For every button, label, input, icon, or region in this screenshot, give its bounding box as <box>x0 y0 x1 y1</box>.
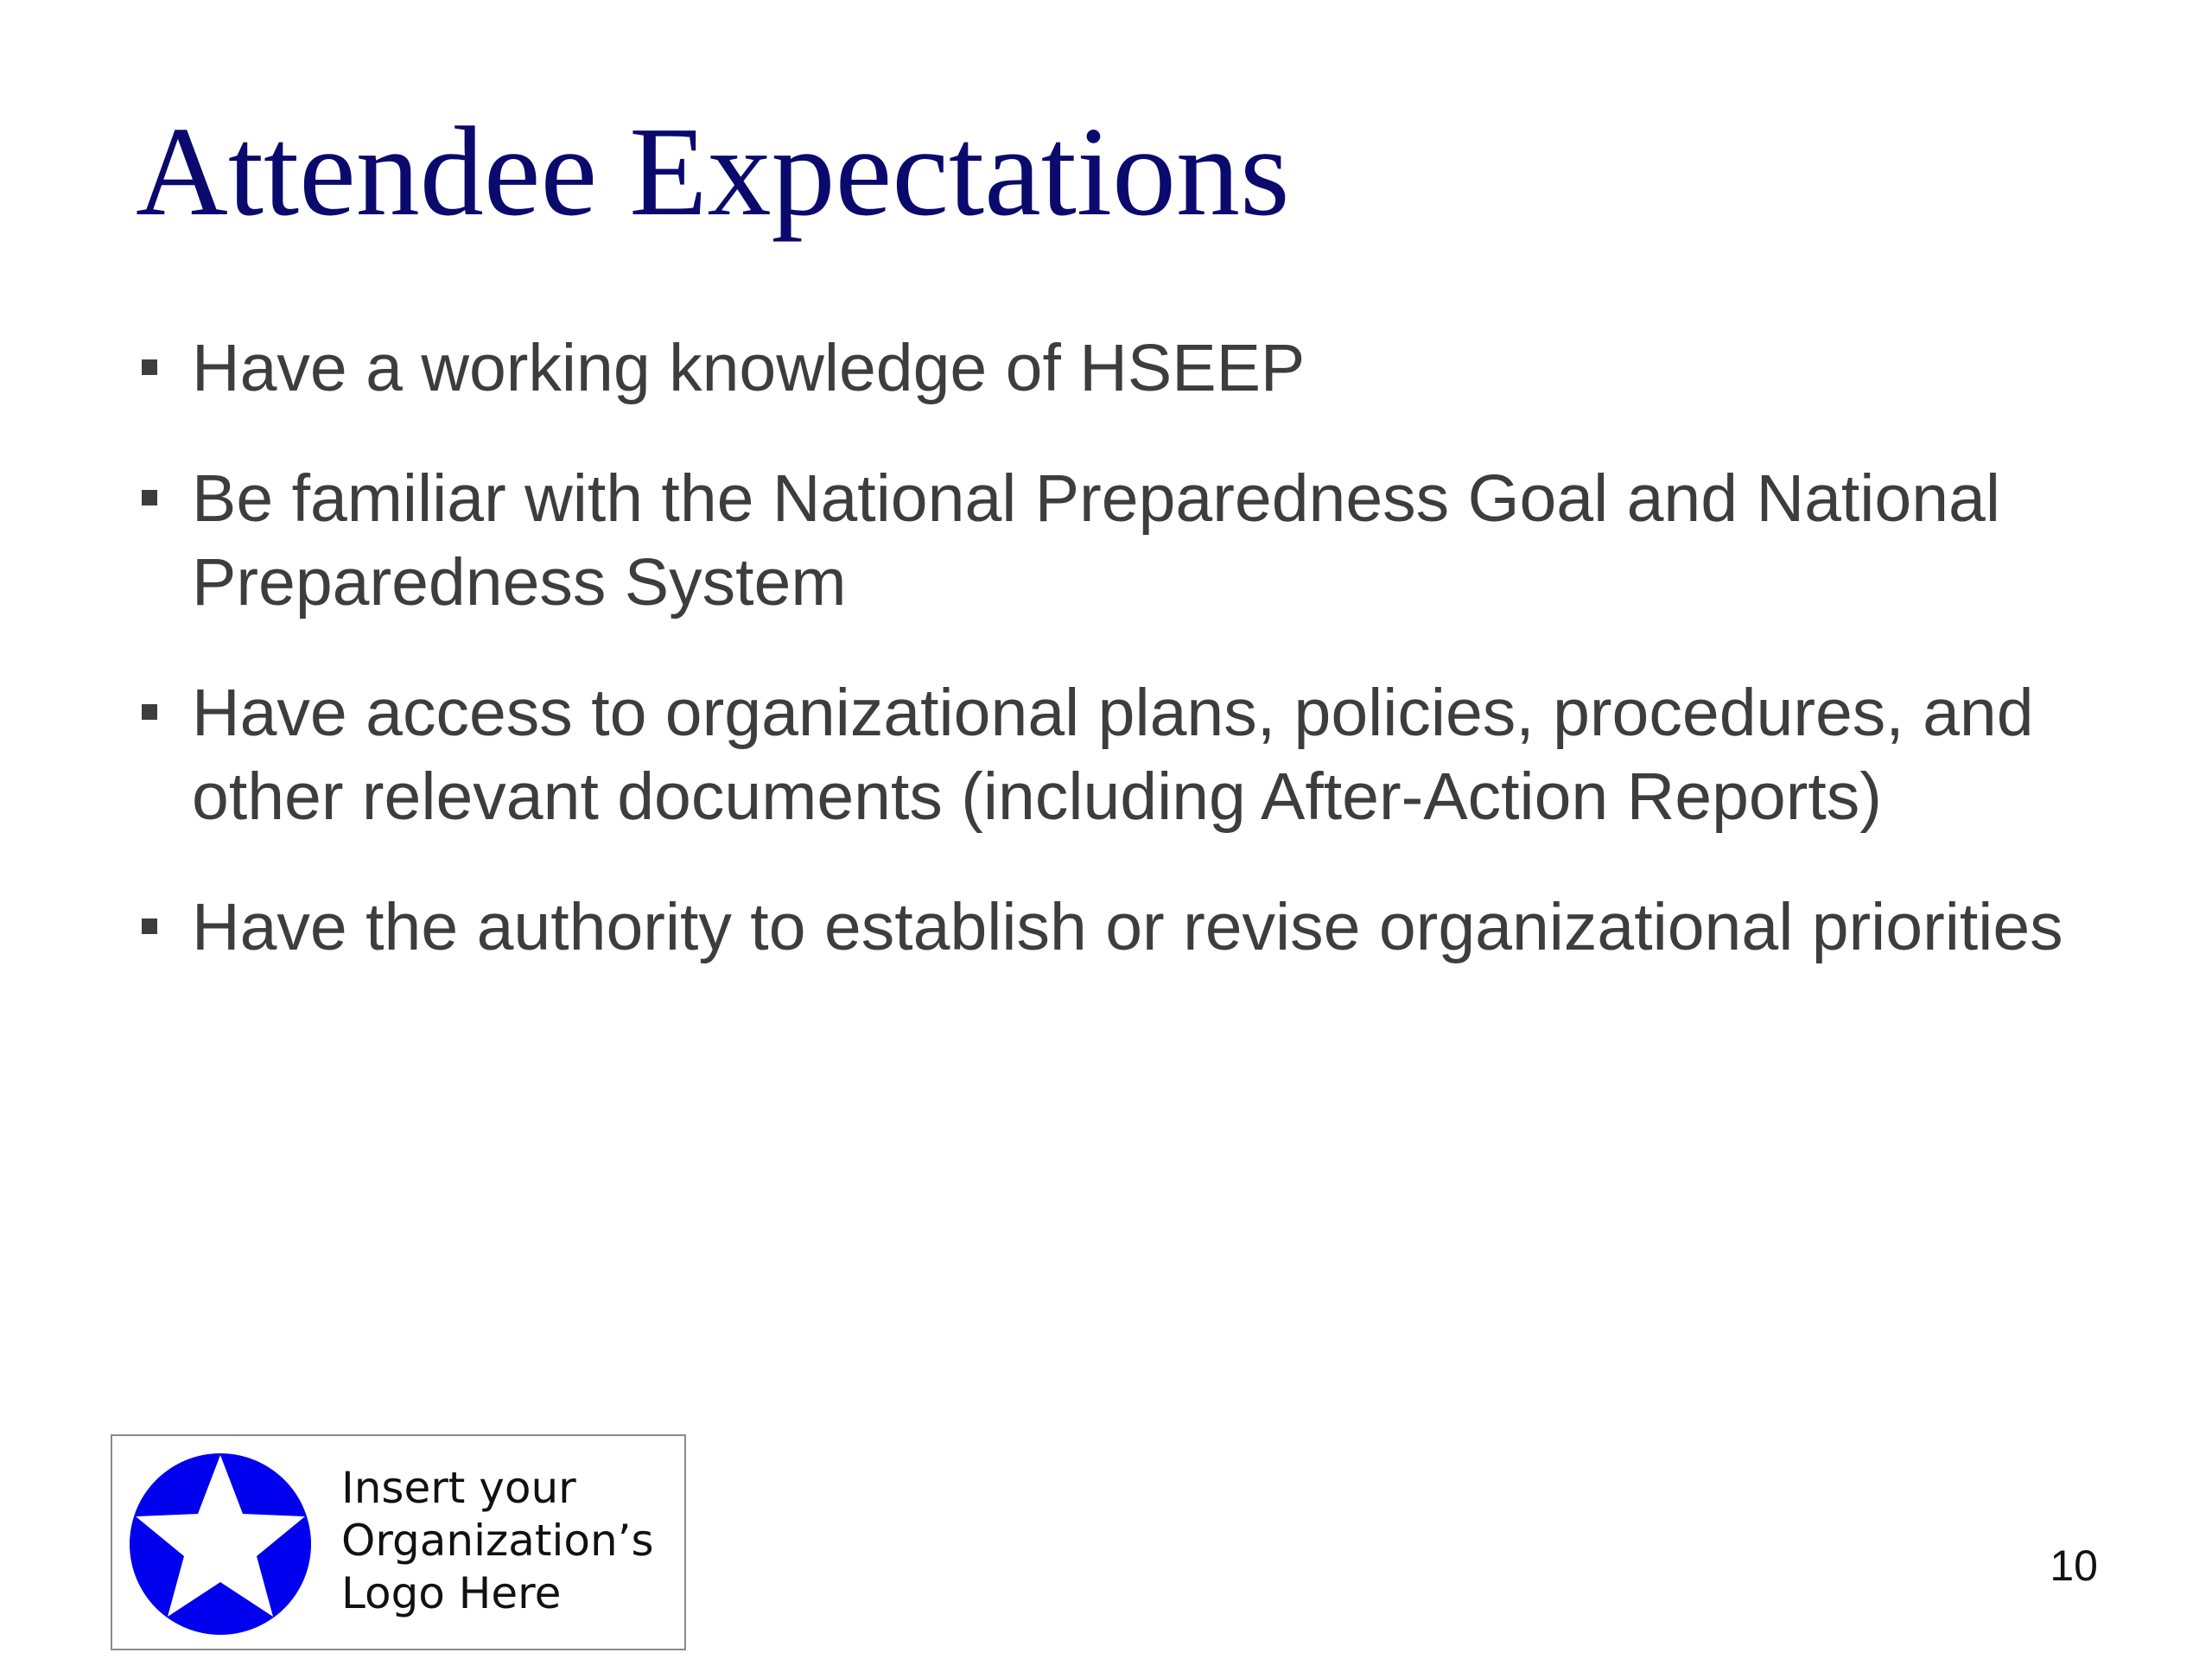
bullet-item <box>138 671 2091 839</box>
bullet-text: Have the authority to establish or revise organizational priorities <box>192 890 2063 964</box>
logo-caption-line: Logo Here <box>341 1568 562 1618</box>
page-number: 10 <box>2050 1541 2098 1590</box>
star-icon <box>128 1452 313 1637</box>
logo-caption-line: Insert your <box>341 1463 576 1513</box>
bullet-text: Have access to organizational plans, policies, procedures, and other relevant documents (including After-Action Reports) <box>192 676 2034 834</box>
bullet-item <box>138 327 2091 410</box>
bullet-item <box>138 457 2091 625</box>
bullet-text: Have a working knowledge of HSEEP <box>192 331 1306 405</box>
bullet-item <box>138 886 2091 969</box>
logo-caption-line: Organization’s <box>341 1516 654 1566</box>
square-bullet-icon <box>142 704 157 720</box>
logo-placeholder <box>111 1434 686 1650</box>
square-bullet-icon <box>142 359 157 375</box>
bullet-list <box>138 327 2091 1016</box>
square-bullet-icon <box>142 918 157 934</box>
square-bullet-icon <box>142 490 157 505</box>
slide-title: Attendee Expectations <box>136 101 1290 243</box>
bullet-text: Be familiar with the National Preparedness Goal and National Preparedness System <box>192 461 2000 620</box>
logo-caption <box>341 1462 654 1620</box>
